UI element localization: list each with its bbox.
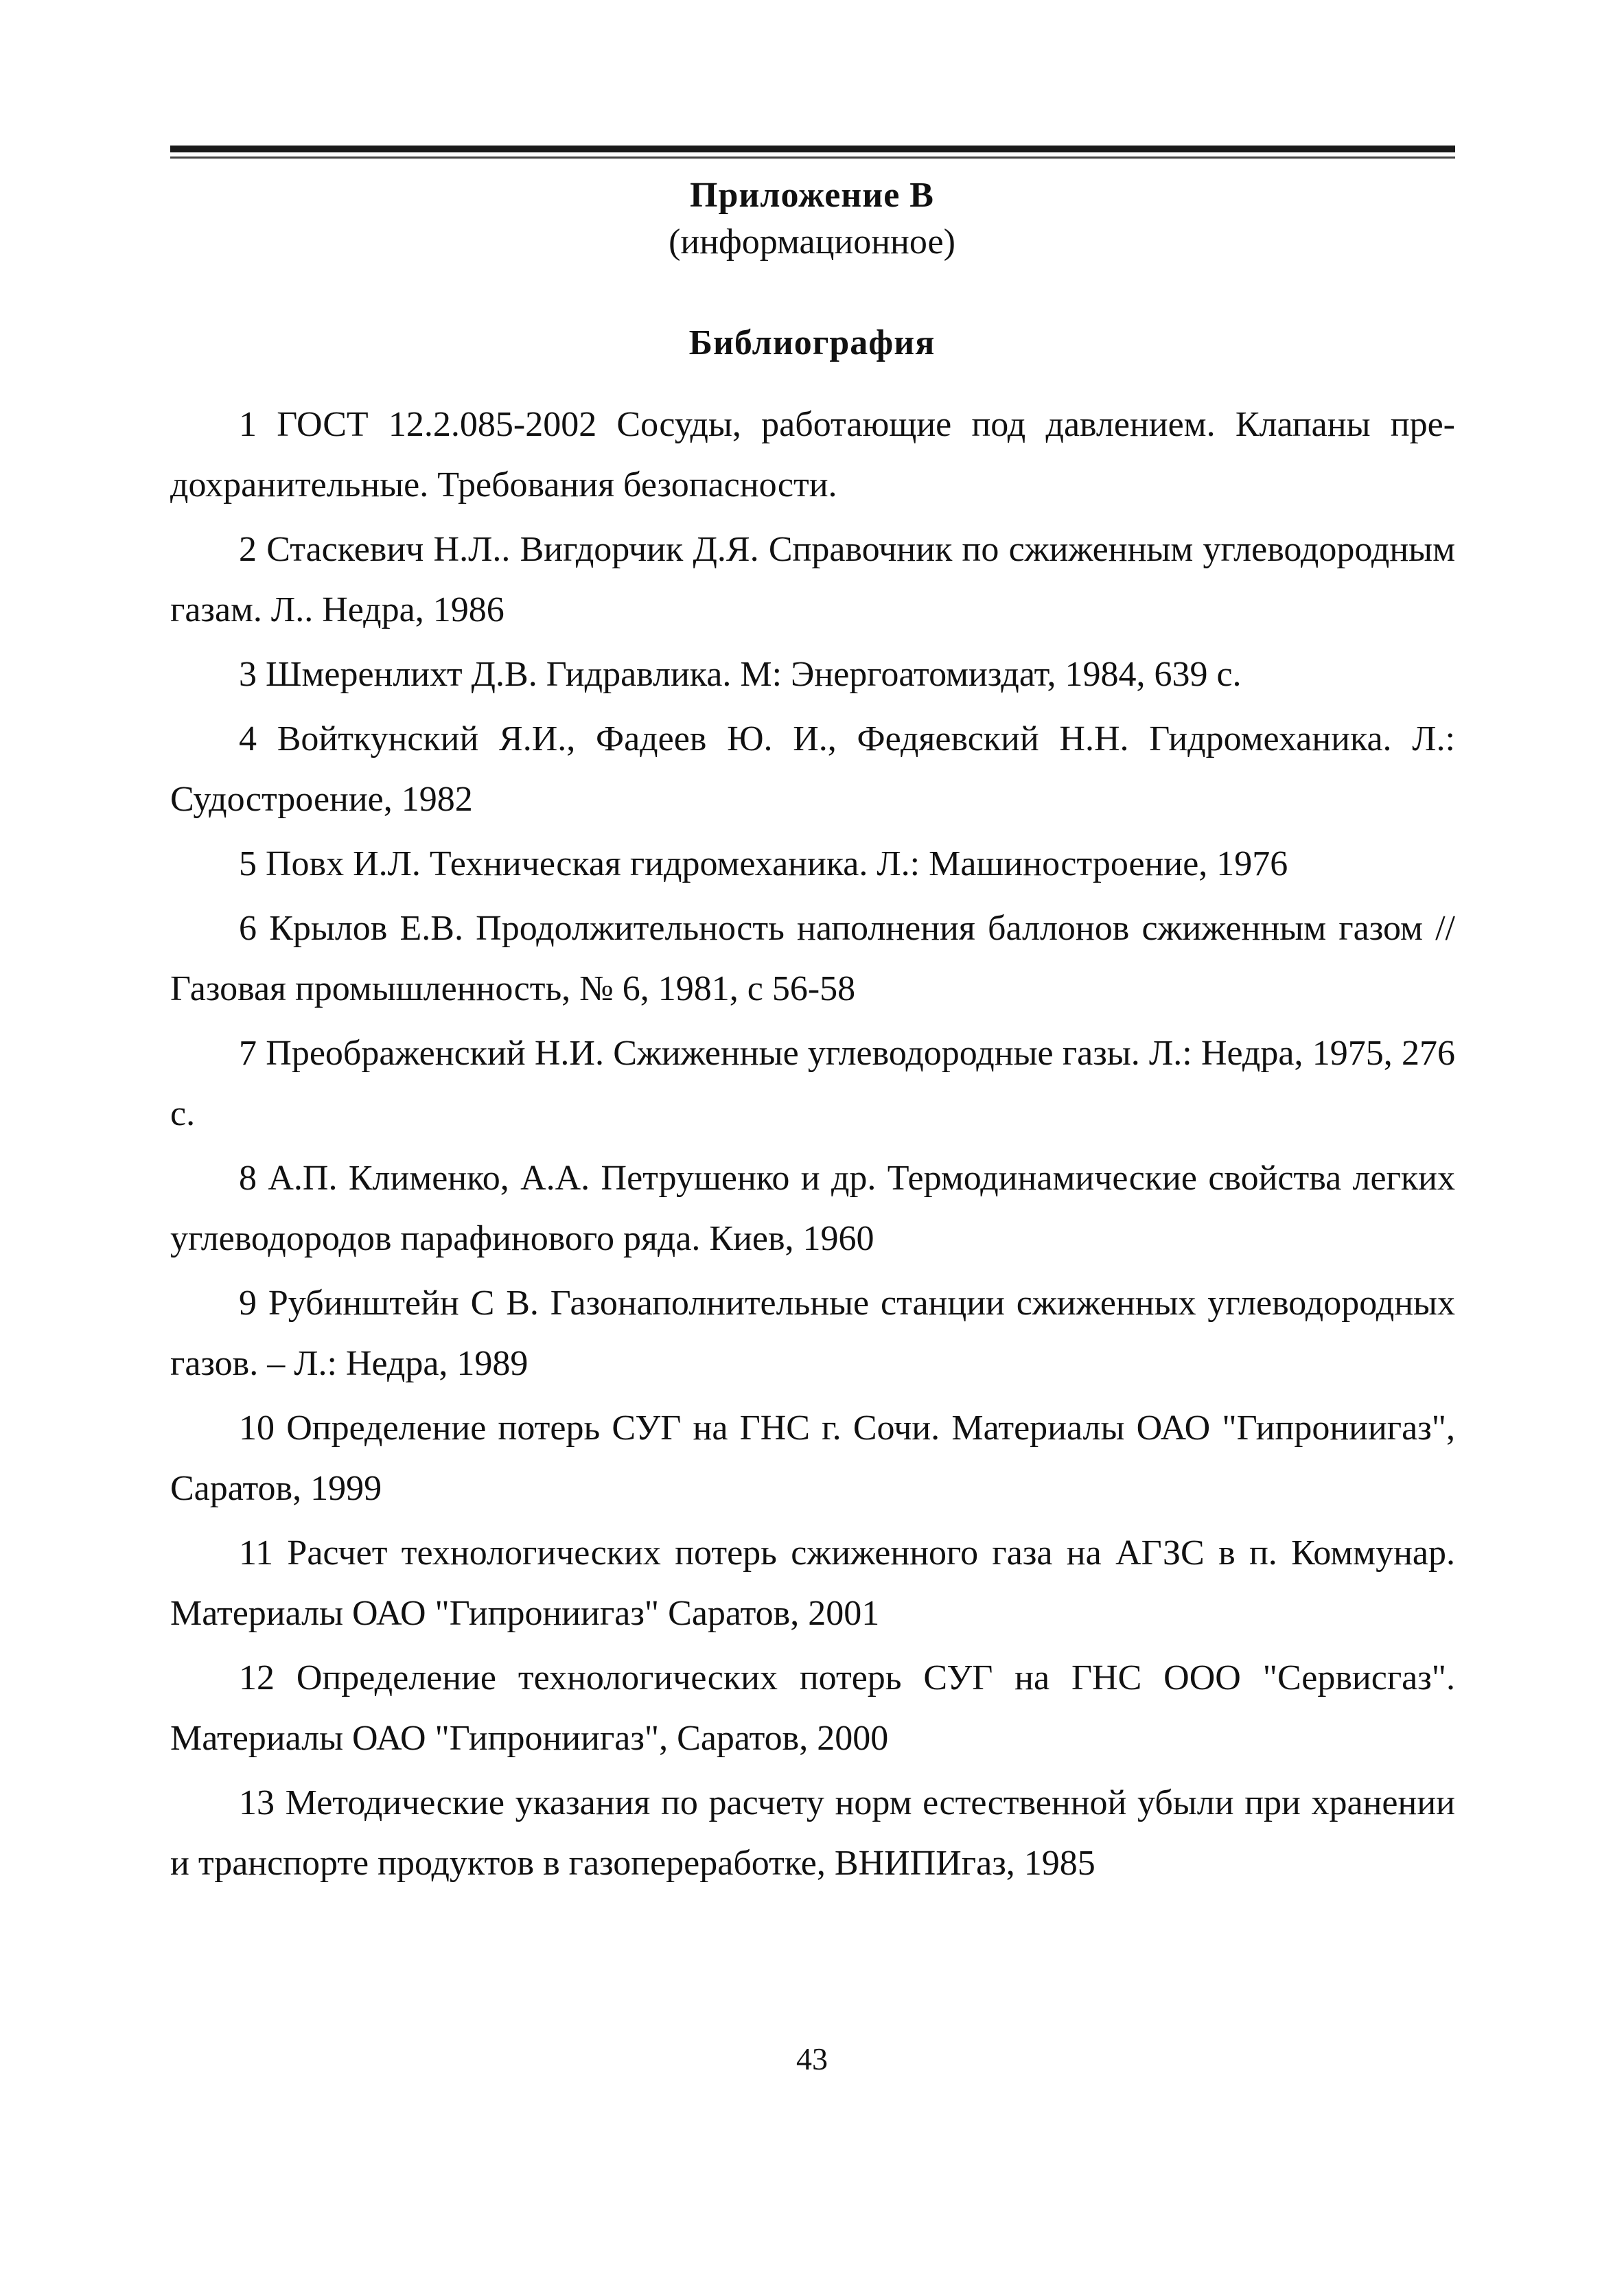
reference-item: 13 Методические указания по расчету норм естественной убыли при хранении и транспорте продуктов в газопереработке, ВНИПИгаз, 1985 bbox=[170, 1783, 1455, 1883]
reference-item: 4 Войткунский Я.И., Фадеев Ю. И., Федяевский Н.Н. Гидромеханика. Л.: Судостроение, 1982 bbox=[170, 719, 1455, 819]
bibliography-title: Библиография bbox=[688, 323, 936, 362]
reference-item: 6 Крылов Е.В. Продолжительность наполнения баллонов сжиженным газом //Газовая промышленность, № 6, 1981, с 56-58 bbox=[170, 909, 1455, 1008]
reference-item: 11 Расчет технологических потерь сжиженного газа на АГЗС в п. Коммунар. Материалы ОАО "Гипрониигаз" Саратов, 2001 bbox=[170, 1533, 1455, 1633]
reference-item: 1 ГОСТ 12.2.085-2002 Сосуды, работающие под давлением. Клапаны предохранительные. Требования безопасности. bbox=[170, 405, 1455, 505]
page-number: 43 bbox=[796, 2041, 828, 2076]
reference-item: 2 Стаскевич Н.Л.. Вигдорчик Д.Я. Справочник по сжиженным углеводородным газам. Л.. Недра, 1986 bbox=[170, 530, 1455, 629]
reference-item: 10 Определение потерь СУГ на ГНС г. Сочи. Материалы ОАО "Гипрониигаз", Саратов, 1999 bbox=[170, 1409, 1455, 1508]
reference-item: 8 А.П. Клименко, А.А. Петрушенко и др. Термодинамические свойства легких углеводородов парафинового ряда. Киев, 1960 bbox=[170, 1159, 1455, 1258]
reference-item: 7 Преображенский Н.И. Сжиженные углеводородные газы. Л.: Недра, 1975, 276 с. bbox=[170, 1034, 1455, 1133]
top-rule bbox=[170, 146, 1455, 152]
reference-item: 5 Повх И.Л. Техническая гидромеханика. Л.: Машиностроение, 1976 bbox=[239, 844, 1288, 883]
reference-item: 3 Шмеренлихт Д.В. Гидравлика. М: Энергоатомиздат, 1984, 639 с. bbox=[239, 655, 1242, 694]
reference-item: 9 Рубинштейн С В. Газонаполнительные станции сжиженных углеводородных газов. – Л.: Недра, 1989 bbox=[170, 1284, 1455, 1383]
appendix-type: (информационное) bbox=[669, 222, 955, 262]
top-rule-thin bbox=[170, 157, 1455, 159]
reference-item: 12 Определение технологических потерь СУГ на ГНС ООО "Сервисгаз". Материалы ОАО "Гипрониигаз", Саратов, 2000 bbox=[170, 1658, 1455, 1758]
appendix-title: Приложение В bbox=[690, 176, 934, 215]
reference-list bbox=[170, 395, 1455, 1898]
